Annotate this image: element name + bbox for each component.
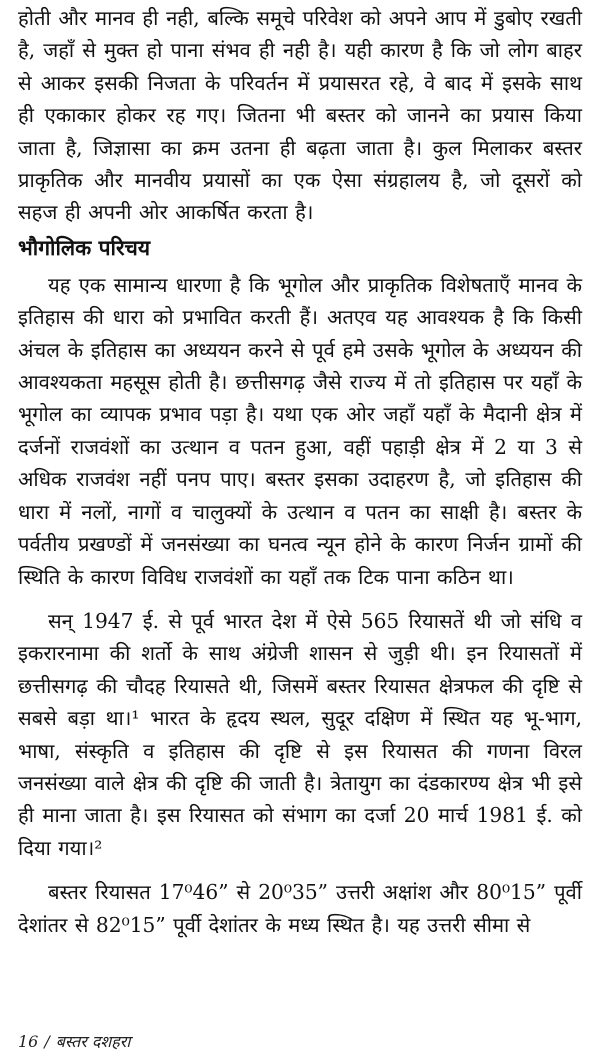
paragraph-gap (18, 593, 582, 605)
document-page (18, 2, 582, 941)
page-number: 16 (18, 1032, 39, 1051)
paragraph-location: बस्तर रियासत 17⁰46” से 20⁰35” उत्तरी अक्षांश और 80⁰15” पूर्वी देशांतर से 82⁰15” पूर्वी देशांतर के मध्य स्थित है। यह उत्तरी सीमा से (18, 880, 582, 937)
paragraph-princely-states: सन् 1947 ई. से पूर्व भारत देश में ऐसे 565 रियासतें थी जो संधि व इकरारनामा की शर्तो के साथ अंग्रेजी शासन से जुड़ी थी। इन रियासतों में छत्तीसगढ़ की चौदह रियासते थी, जिसमें बस्तर रियासत क्षेत्रफल की दृष्टि से सबसे बड़ा था।¹ भारत के हृदय स्थल, सुदूर दक्षिण में स्थित यह भू-भाग, भाषा, संस्कृति व इतिहास की दृष्टि से इस रियासत की गणना विरल जनसंख्या वाले क्षेत्र की दृष्टि की जाती है। त्रेतायुग का दंडकारण्य क्षेत्र भी इसे ही माना जाता है। इस रियासत को संभाग का दर्जा 20 मार्च 1981 ई. को दिया गया।² (18, 608, 582, 860)
footer-separator: / (44, 1032, 50, 1051)
book-title: बस्तर दशहरा (55, 1032, 131, 1051)
paragraph-intro: होती और मानव ही नही, बल्कि समूचे परिवेश को अपने आप में डुबोए रखती है, जहाँ से मुक्त हो पाना संभव ही नही है। यही कारण है कि जो लोग बाहर से आकर इसकी निजता के परिवर्तन में प्रयासरत रहे, वे बाद में इसके साथ ही एकाकार होकर रह गए। जितना भी बस्तर को जानने का प्रयास किया जाता है, जिज्ञासा का क्रम उतना ही बढ़ता जाता है। कुल मिलाकर बस्तर प्राकृतिक और मानवीय प्रयासों का एक ऐसा संग्रहालय है, जो दूसरों को सहज ही अपनी ओर आकर्षित करता है। (18, 6, 582, 225)
page-footer (18, 1030, 130, 1052)
paragraph-gap (18, 864, 582, 876)
paragraph-geography: यह एक सामान्य धारणा है कि भूगोल और प्राकृतिक विशेषताएँ मानव के इतिहास की धारा को प्रभावित करती हैं। अतएव यह आवश्यक है कि किसी अंचल के इतिहास का अध्ययन करने से पूर्व हमे उसके भूगोल के अध्ययन की आवश्यकता महसूस होती है। छत्तीसगढ़ जैसे राज्य में तो इतिहास पर यहाँ के भूगोल का व्यापक प्रभाव पड़ा है। यथा एक ओर जहाँ यहाँ के मैदानी क्षेत्र में दर्जनों राजवंशों का उत्थान व पतन हुआ, वहीं पहाड़ी क्षेत्र में 2 या 3 से अधिक राजवंश नहीं पनप पाए। बस्तर इसका उदाहरण है, जो इतिहास की धारा में नलों, नागों व चालुक्यों के उत्थान व पतन का साक्षी है। बस्तर के पर्वतीय प्रखण्डों में जनसंख्या का घनत्व न्यून होने के कारण निर्जन ग्रामों की स्थिति के कारण विविध राजवंशों का यहाँ तक टिक पाना कठिन था। (18, 272, 582, 589)
section-heading: भौगोलिक परिचय (18, 234, 151, 260)
